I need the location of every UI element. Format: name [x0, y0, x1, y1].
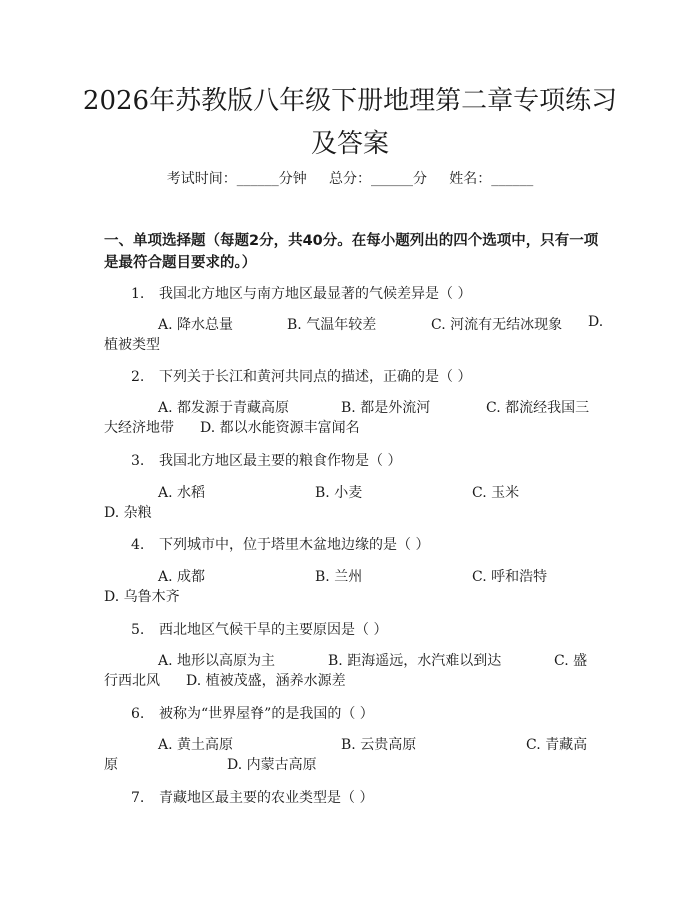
- question-text: 西北地区气候干旱的主要原因是（ ）: [159, 622, 388, 638]
- option-d-text: 植被类型: [104, 337, 160, 353]
- question-text: 我国北方地区最主要的粮食作物是（ ）: [159, 453, 402, 469]
- question-stem: [131, 283, 471, 303]
- option-line-wrap: [104, 502, 604, 524]
- option-line: [104, 566, 604, 588]
- option-b: B. 小麦: [315, 485, 363, 501]
- option-c-text: 大经济地带: [104, 420, 174, 436]
- question-stem: [131, 534, 429, 554]
- option-b: B. 兰州: [315, 569, 363, 585]
- option-b: B. 云贵高原: [341, 737, 417, 753]
- question-text: 下列城市中，位于塔里木盆地边缘的是（ ）: [159, 537, 430, 553]
- question-text: 下列关于长江和黄河共同点的描述，正确的是（ ）: [159, 369, 472, 385]
- option-c: C. 玉米: [472, 485, 520, 501]
- question-text: 我国北方地区与南方地区最显著的气候差异是（ ）: [159, 286, 472, 302]
- option-d: D. 乌鲁木齐: [104, 589, 180, 605]
- question-number: 6.: [131, 706, 145, 722]
- question-number: 4.: [131, 537, 145, 553]
- question-number: 7.: [131, 790, 145, 806]
- option-d: D. 植被茂盛，涵养水源差: [186, 673, 346, 689]
- question-number: 3.: [131, 453, 145, 469]
- question-stem: [131, 366, 471, 386]
- option-line-wrap: [104, 417, 604, 439]
- option-a: A. 成都: [158, 569, 206, 585]
- option-d: D. 都以水能资源丰富闻名: [200, 420, 360, 436]
- option-c-text: 原: [104, 757, 118, 773]
- option-b: B. 距海遥远，水汽难以到达: [328, 653, 502, 669]
- option-line-wrap: [104, 670, 604, 692]
- option-d: D. 内蒙古高原: [227, 757, 317, 773]
- question-number: 5.: [131, 622, 145, 638]
- section-heading: 一、单项选择题（每题2分，共40分。在每小题列出的四个选项中，只有一项是最符合题目要求的。）: [104, 233, 599, 271]
- option-c: C. 青藏高: [526, 737, 588, 753]
- option-c: C. 都流经我国三: [486, 400, 590, 416]
- document-title: 2026年苏教版八年级下册地理第二章专项练习及答案: [82, 86, 618, 159]
- option-a: A. 水稻: [158, 485, 206, 501]
- option-line: [104, 650, 604, 672]
- question-stem: [131, 619, 387, 639]
- question-stem: [131, 703, 374, 723]
- option-a: A. 降水总量: [158, 317, 234, 333]
- question-stem: [131, 787, 373, 807]
- option-line-wrap: [104, 334, 604, 356]
- option-a: A. 地形以高原为主: [158, 653, 276, 669]
- question-number: 2.: [131, 369, 145, 385]
- option-b: B. 气温年较差: [287, 317, 377, 333]
- option-c: C. 呼和浩特: [472, 569, 548, 585]
- option-a: A. 都发源于青藏高原: [158, 400, 290, 416]
- option-a: A. 黄土高原: [158, 737, 234, 753]
- option-d: D. 杂粮: [104, 505, 152, 521]
- exam-info-line: 考试时间：______分钟 总分：______分 姓名：______: [166, 171, 534, 187]
- option-c: C. 盛: [554, 653, 588, 669]
- option-line-wrap: [104, 586, 604, 608]
- option-d: D.: [588, 314, 604, 330]
- option-line: [104, 397, 604, 419]
- option-line-wrap: [104, 754, 604, 776]
- question-number: 1.: [131, 286, 145, 302]
- question-text: 被称为“世界屋脊”的是我国的（ ）: [159, 706, 374, 722]
- option-line: [104, 314, 604, 336]
- option-c-text: 行西北风: [104, 673, 160, 689]
- option-line: [104, 734, 604, 756]
- question-text: 青藏地区最主要的农业类型是（ ）: [159, 790, 374, 806]
- question-stem: [131, 450, 401, 470]
- option-line: [104, 482, 604, 504]
- option-c: C. 河流有无结冰现象: [431, 317, 563, 333]
- option-b: B. 都是外流河: [341, 400, 431, 416]
